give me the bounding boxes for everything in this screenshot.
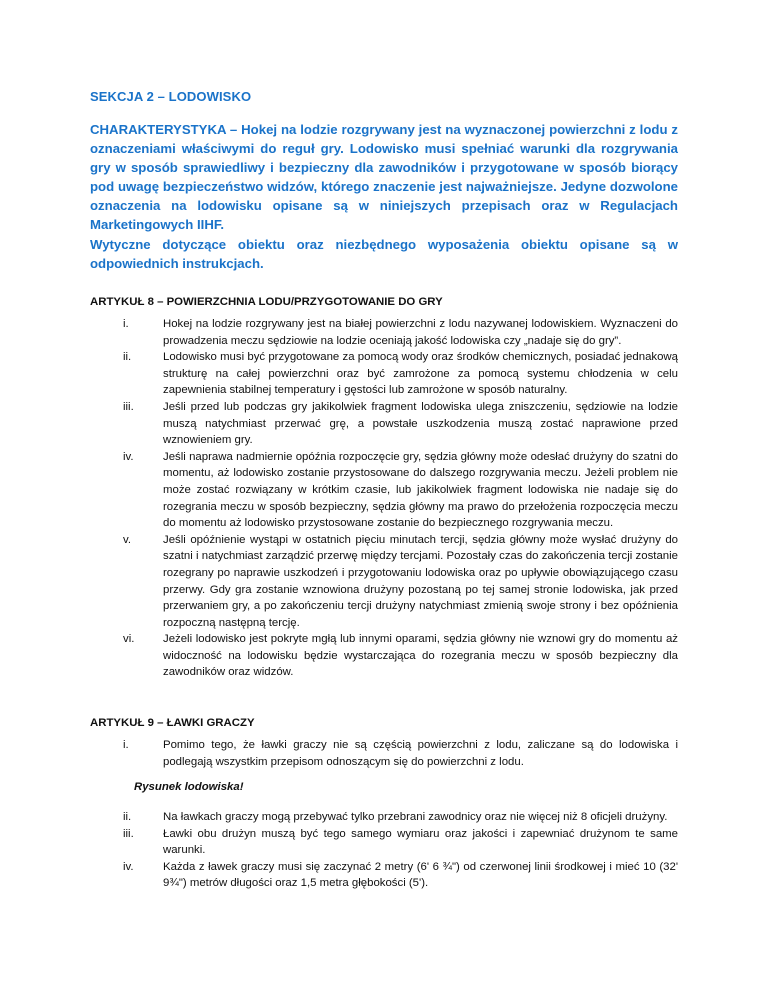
article-9-list-part-1 [90, 737, 678, 770]
characteristics-block [90, 120, 678, 273]
figure-placeholder-note: Rysunek lodowiska! [134, 781, 244, 793]
item-number: i. [123, 739, 129, 751]
item-number: ii. [123, 351, 132, 364]
article-8-list [90, 316, 678, 681]
item-text: Pomimo tego, że ławki graczy nie są częścią powierzchni z lodu, zaliczane są do lodowiska i podlegają wszystkim przepisom odnoszącym się do powierzchni z lodu. [163, 739, 678, 768]
item-number: v. [123, 533, 132, 546]
article-9-list-part-2 [90, 809, 678, 892]
item-text: Jeśli przed lub podczas gry jakikolwiek fragment lodowiska ulega zniszczeniu, sędziowie na lodzie muszą natychmiast przerwać grę, a powstałe uszkodzenia muszą zostać naprawione przed wznowieniem gry. [163, 400, 678, 447]
characteristics-paragraph-1: CHARAKTERYSTYKA – Hokej na lodzie rozgrywany jest na wyznaczonej powierzchni z lodu z oznaczeniami właściwymi do reguł gry. Lodowisko musi spełniać warunki dla rozgrywania gry w sposób sprawiedliwy i bezpieczny dla zawodników i przygotowane w sposób biorący pod uwagę bezpieczeństwo widzów, którego znaczenie jest najważniejsze. Jedyne dozwolone oznaczenia na lodowisku opisane są w niniejszych przepisach oraz w Regulacjach Marketingowych IIHF. [90, 122, 678, 233]
article-9-heading: ARTYKUŁ 9 – ŁAWKI GRACZY [90, 717, 255, 729]
item-number: iv. [123, 860, 134, 873]
item-number: iii. [123, 400, 134, 413]
list-item [90, 449, 678, 532]
item-text: Jeżeli lodowisko jest pokryte mgłą lub innymi oparami, sędzia główny nie wznowi gry do momentu aż widoczność na lodowisku będzie wystarczająca do rozegrania meczu w sposób bezpieczny dla zawodników oraz widzów. [163, 633, 678, 679]
item-text: Hokej na lodzie rozgrywany jest na białej powierzchni z lodu nazywanej lodowiskiem. Wyznaczeni do prowadzenia meczu sędziowie na lodzie oceniają jakość lodowiska czy „nadaje się do gry”. [163, 318, 678, 347]
item-text: Jeśli naprawa nadmiernie opóźnia rozpoczęcie gry, sędzia główny może odesłać drużyny do szatni do momentu, aż lodowisko zostanie przystosowane do dalszego rozgrywania meczu. Jeżeli problem nie może zostać rozwiązany w krótkim czasie, lub jakikolwiek fragment lodowiska nie nadaje się do rozegrania meczu w sposób bezpieczny, sędzia główny ma prawo do przełożenia rozpoczęcia meczu do momentu aż lodowisko przystosowane zostanie do bezpiecznego rozgrywania meczu. [163, 450, 678, 530]
item-text: Lodowisko musi być przygotowane za pomocą wody oraz środków chemicznych, posiadać jednakową strukturę na całej powierzchni oraz być zamrożone za pomocą systemu chłodzenia w celu zapewnienia stabilnej temperatury i gęstości lub zamrożone w sposób naturalny. [163, 351, 678, 397]
characteristics-paragraph-2: Wytyczne dotyczące obiektu oraz niezbędnego wyposażenia obiektu opisane są w odpowiednich instrukcjach. [90, 236, 678, 271]
item-text: Jeśli opóźnienie wystąpi w ostatnich pięciu minutach tercji, sędzia główny może wysłać drużyny do szatni i natychmiast zarządzić przerwę między tercjami. Pozostały czas do zakończenia tercji zostanie rozegrany po naprawie uszkodzeń i przygotowaniu lodowiska oraz po upływie obowiązującego czasu przerwy. Gdy gra zostanie wznowiona drużyny pozostaną po tej samej stronie lodowiska, jak przed przerwaniem gry, a po zakończeniu tercji drużyny natychmiast zmienią swoje strony i bez opóźnienia rozpoczną następną tercję. [163, 533, 678, 629]
list-item [90, 737, 678, 770]
section-title: SEKCJA 2 – LODOWISKO [90, 89, 252, 104]
list-item [90, 809, 678, 826]
list-item [90, 316, 678, 349]
item-number: vi. [123, 633, 135, 646]
article-8-heading: ARTYKUŁ 8 – POWIERZCHNIA LODU/PRZYGOTOWANIE DO GRY [90, 296, 443, 308]
item-text: Każda z ławek graczy musi się zaczynać 2 metry (6' 6 ¾") od czerwonej linii środkowej i mieć 10 (32' 9¾") metrów długości oraz 1,5 metra głębokości (5'). [163, 860, 678, 890]
item-text: Ławki obu drużyn muszą być tego samego wymiaru oraz jakości i zapewniać drużynom te same warunki. [163, 827, 678, 857]
list-item [90, 826, 678, 859]
item-number: iii. [123, 827, 134, 840]
item-text: Na ławkach graczy mogą przebywać tylko przebrani zawodnicy oraz nie więcej niż 8 oficjeli drużyny. [163, 811, 668, 823]
item-number: ii. [123, 811, 132, 823]
list-item [90, 349, 678, 399]
list-item [90, 631, 678, 681]
item-number: i. [123, 318, 129, 330]
item-number: iv. [123, 450, 134, 463]
list-item [90, 399, 678, 449]
list-item [90, 859, 678, 892]
list-item [90, 532, 678, 632]
